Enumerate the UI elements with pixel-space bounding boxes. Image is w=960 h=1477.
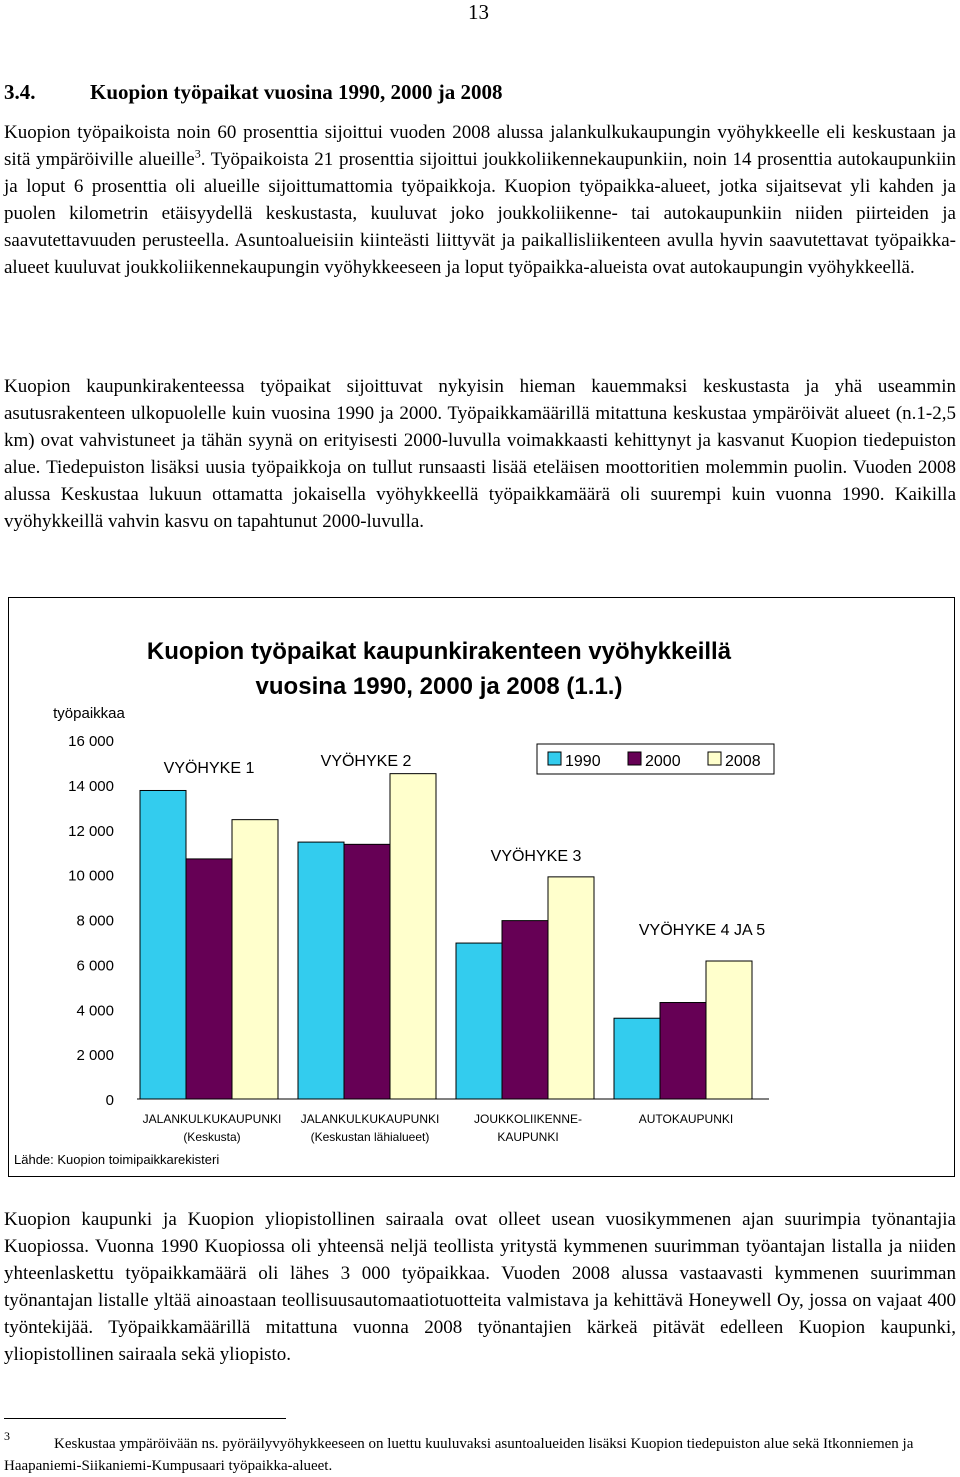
chart-frame	[8, 597, 955, 1177]
category-label: (Keskustan lähialueet)	[310, 1130, 430, 1144]
section-heading	[4, 80, 503, 105]
category-label: JALANKULKUKAUPUNKI	[300, 1112, 440, 1126]
y-tick-label: 8 000	[76, 912, 114, 930]
paragraph-1	[4, 120, 956, 281]
footnote-marker: 3	[4, 1429, 10, 1443]
y-tick-label: 4 000	[76, 1002, 114, 1020]
bar-chart	[9, 598, 954, 1176]
paragraph-1-text-continued: . Työpaikoista 21 prosenttia sijoittui joukkoliikennekaupunkiin, noin 14 prosenttia autokaupunkiin ja loput 6 prosenttia oli alueille sijoittumattomia työpaikkoja. Kuopion työpaikka-alueet, jotka sijaitsevat yli kahden ja puolen kilometrin etäisyydellä keskustasta, kuuluvat joko joukkoliikenne- tai autokaupunkiin niiden piirteiden ja saavutettavuuden perusteella. Asuntoalueisiin kiinteästi liittyvät ja paikallisliikenteen avulla hyvin saavutettavat työpaikka-alueet kuuluvat joukkoliikennekaupungin vyöhykkeeseen ja loput työpaikka-alueista ovat autokaupungin vyöhykkeellä.	[4, 148, 956, 278]
bar-2000	[344, 844, 390, 1099]
category-label: JOUKKOLIIKENNE-	[473, 1112, 583, 1126]
bar-1990	[140, 790, 186, 1099]
chart-title-line-2: vuosina 1990, 2000 ja 2008 (1.1.)	[255, 673, 623, 700]
paragraph-2: Kuopion kaupunkirakenteessa työpaikat sijoittuvat nykyisin hieman kauemmaksi keskustasta ja yhä useammin asutusrakenteen ulkopuolelle kuin vuosina 1990 ja 2000. Työpaikkamäärillä mitattuna keskustaa ympäröivät alueet (n.1-2,5 km) ovat vahvistuneet ja tähän syynä on erityisesti 2000-luvulla voimakkaasti kehittynyt ja kasvanut Kuopion tiedepuiston alue. Tiedepuiston lisäksi uusia työpaikkoja on tullut runsaasti lisää eteläisen moottoritien molemmin puolin. Vuoden 2008 alussa Keskustaa lukuun ottamatta jokaisella vyöhykkeellä työpaikkamäärä oli suurempi kuin vuonna 1990. Kaikilla vyöhykkeillä vahvin kasvu on tapahtunut 2000-luvulla.	[4, 376, 956, 532]
bar-2008	[548, 877, 594, 1099]
footnote-reference: 3	[194, 146, 201, 161]
page-number: 13	[468, 0, 489, 24]
zone-label: VYÖHYKE 4 JA 5	[638, 922, 766, 939]
section-title: Kuopion työpaikat vuosina 1990, 2000 ja 2008	[90, 80, 503, 104]
chart-source: Lähde: Kuopion toimipaikkarekisteri	[14, 1152, 220, 1167]
legend-label: 2000	[645, 753, 681, 770]
bar-2008	[232, 820, 278, 1099]
paragraph-3: Kuopion kaupunki ja Kuopion yliopistollinen sairaala ovat olleet usean vuosikymmenen ajan suurimpia työnantajia Kuopiossa. Vuonna 1990 Kuopiossa oli yhteensä neljä teollista yritystä kymmenen suurimman työantajan listalla ja niiden yhteenlaskettu työpaikkamäärä oli lähes 3 000 työpaikkaa. Vuoden 2008 alussa vastaavasti kymmenen suurimman työnantajan listalle yltää ainoastaan teollisuusautomaatiotuotteita valmistava ja kehittävä Honeywell Oy, jossa on vajaat 400 työntekijää. Työpaikkamäärillä mitattuna vuonna 2008 työnantajien kärkeä pitävät edelleen Kuopion kaupunki, yliopistollinen sairaala sekä yliopisto.	[4, 1209, 956, 1365]
legend-label: 1990	[565, 753, 601, 770]
section-number: 3.4.	[4, 80, 36, 104]
y-tick-label: 0	[105, 1092, 114, 1109]
zone-label: VYÖHYKE 3	[490, 848, 582, 865]
legend-label: 2008	[725, 753, 761, 770]
category-label: JALANKULKUKAUPUNKI	[142, 1112, 282, 1126]
y-tick-label: 12 000	[68, 822, 114, 840]
y-tick-label: 6 000	[76, 957, 114, 975]
y-axis-label: työpaikkaa	[53, 705, 125, 722]
category-label: KAUPUNKI	[497, 1130, 559, 1144]
legend-swatch	[708, 752, 721, 765]
category-label: (Keskusta)	[183, 1130, 241, 1144]
bar-1990	[614, 1018, 660, 1099]
bar-2000	[502, 921, 548, 1099]
paragraph-1-text: Kuopion työpaikoista noin 60 prosenttia sijoittui vuoden 2008 alussa jalankulkukaupungin vyöhykkeelle eli keskustaan ja sitä ympäröiville alueille	[4, 122, 956, 170]
bar-2000	[660, 1003, 706, 1099]
bar-2008	[390, 774, 436, 1099]
y-tick-label: 16 000	[68, 733, 114, 750]
bar-1990	[298, 842, 344, 1099]
category-label: AUTOKAUPUNKI	[638, 1112, 734, 1126]
y-tick-label: 2 000	[76, 1047, 114, 1065]
footnote-divider	[4, 1418, 286, 1419]
zone-label: VYÖHYKE 2	[320, 753, 412, 770]
bar-2008	[706, 961, 752, 1099]
y-tick-label: 14 000	[68, 777, 114, 795]
footnote-text: Keskustaa ympäröivään ns. pyöräilyvyöhykkeeseen on luettu kuuluvaksi asuntoalueiden lisäksi Kuopion tiedepuiston alue sekä Itkonniemen ja Haapaniemi-Siikaniemi-Kumpusaari työpaikka-alueet.	[4, 1436, 914, 1474]
chart-title-line-1: Kuopion työpaikat kaupunkirakenteen vyöhykkeillä	[146, 638, 732, 665]
legend-swatch	[628, 752, 641, 765]
y-tick-label: 10 000	[68, 867, 114, 885]
bar-1990	[456, 943, 502, 1099]
zone-label: VYÖHYKE 1	[163, 760, 255, 777]
legend-swatch	[548, 752, 561, 765]
bar-2000	[186, 859, 232, 1099]
